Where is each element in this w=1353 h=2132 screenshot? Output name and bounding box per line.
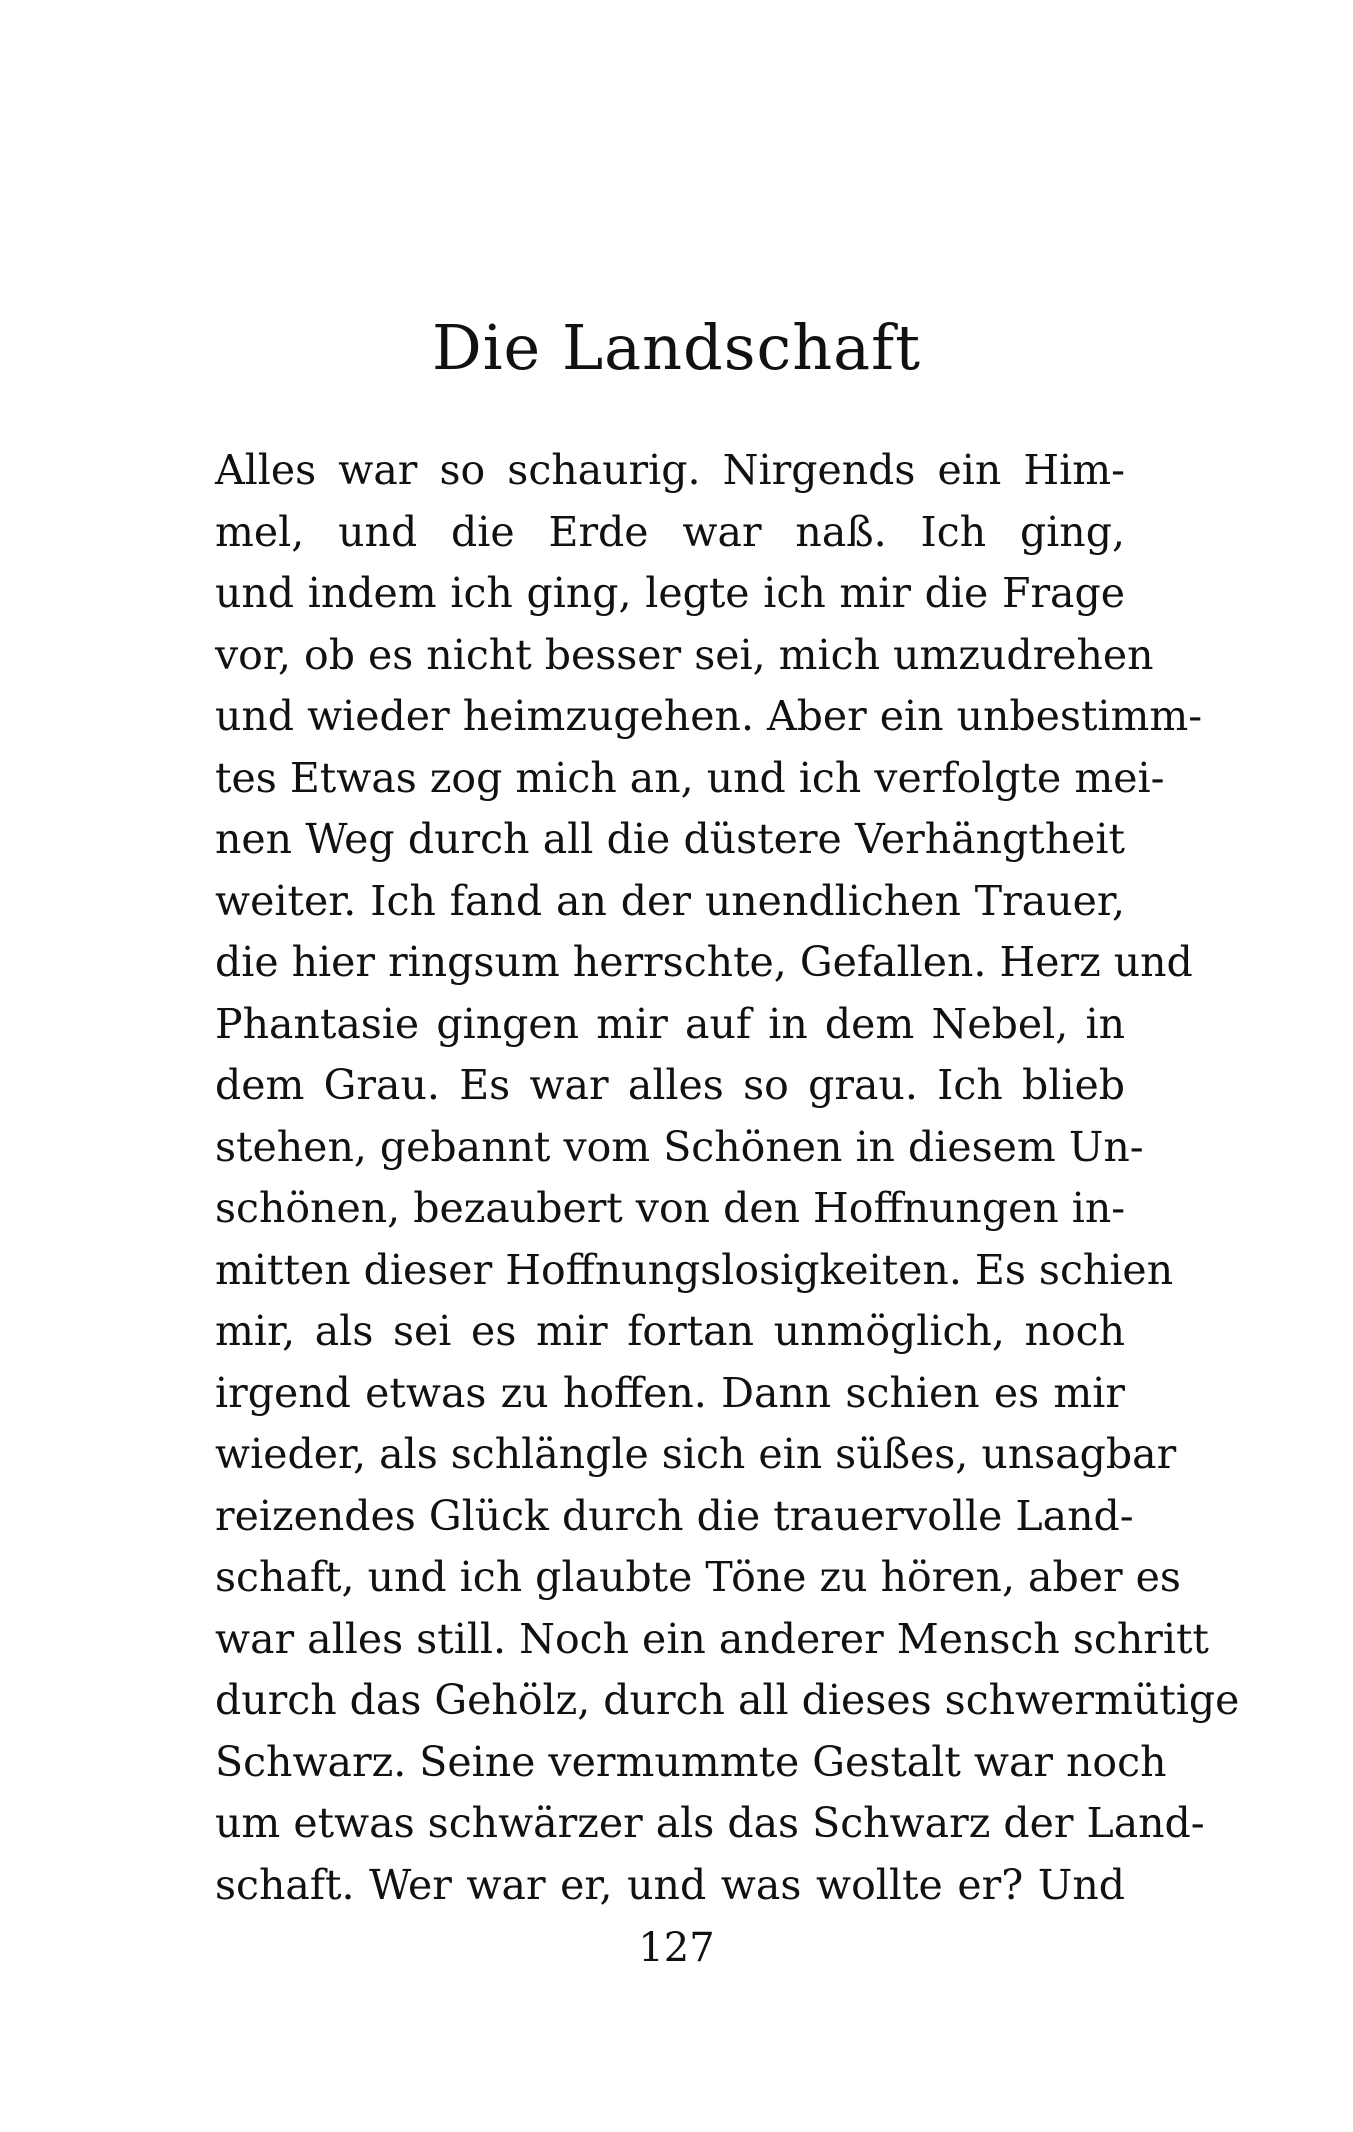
text-line: Schwarz. Seine vermummte Gestalt war noch xyxy=(215,1737,1167,1786)
text-line: wieder, als schlängle sich ein süßes, unsagbar xyxy=(215,1430,1177,1478)
text-line: schaft. Wer war er, und was wollte er? Und xyxy=(215,1860,1125,1909)
text-line: Alles war so schaurig. Nirgends ein Him- xyxy=(215,446,1125,494)
text-line: tes Etwas zog mich an, und ich verfolgte mei- xyxy=(215,753,1165,802)
text-line: und indem ich ging, legte ich mir die Frage xyxy=(215,569,1125,617)
body-text xyxy=(215,440,1240,1916)
text-line: mitten dieser Hoffnungslosigkeiten. Es schien xyxy=(215,1245,1174,1294)
text-line: mir, als sei es mir fortan unmöglich, noch xyxy=(215,1307,1125,1355)
text-line: dem Grau. Es war alles so grau. Ich blieb xyxy=(215,1061,1125,1109)
text-line: nen Weg durch all die düstere Verhängtheit xyxy=(215,815,1125,863)
text-line: Phantasie gingen mir auf in dem Nebel, in xyxy=(215,999,1125,1048)
text-line: durch das Gehölz, durch all dieses schwermütige xyxy=(215,1676,1240,1724)
text-line: weiter. Ich fand an der unendlichen Trauer, xyxy=(215,876,1125,925)
chapter-title: Die Landschaft xyxy=(432,311,921,384)
text-line: und wieder heimzugehen. Aber ein unbestimm- xyxy=(215,692,1203,740)
text-line: irgend etwas zu hoffen. Dann schien es mir xyxy=(215,1368,1125,1417)
text-line: war alles still. Noch ein anderer Mensch schritt xyxy=(215,1614,1209,1663)
page-number: 127 xyxy=(638,1925,715,1971)
text-line: reizendes Glück durch die trauervolle Land- xyxy=(215,1491,1134,1540)
text-line: stehen, gebannt vom Schönen in diesem Un- xyxy=(215,1122,1144,1171)
text-line: die hier ringsum herrschte, Gefallen. Herz und xyxy=(215,938,1193,986)
text-line: schönen, bezaubert von den Hoffnungen in- xyxy=(215,1184,1126,1232)
text-line: mel, und die Erde war naß. Ich ging, xyxy=(215,507,1125,556)
text-line: schaft, und ich glaubte Töne zu hören, aber es xyxy=(215,1553,1181,1601)
text-line: vor, ob es nicht besser sei, mich umzudrehen xyxy=(215,630,1154,679)
text-line: um etwas schwärzer als das Schwarz der Land- xyxy=(215,1799,1205,1847)
